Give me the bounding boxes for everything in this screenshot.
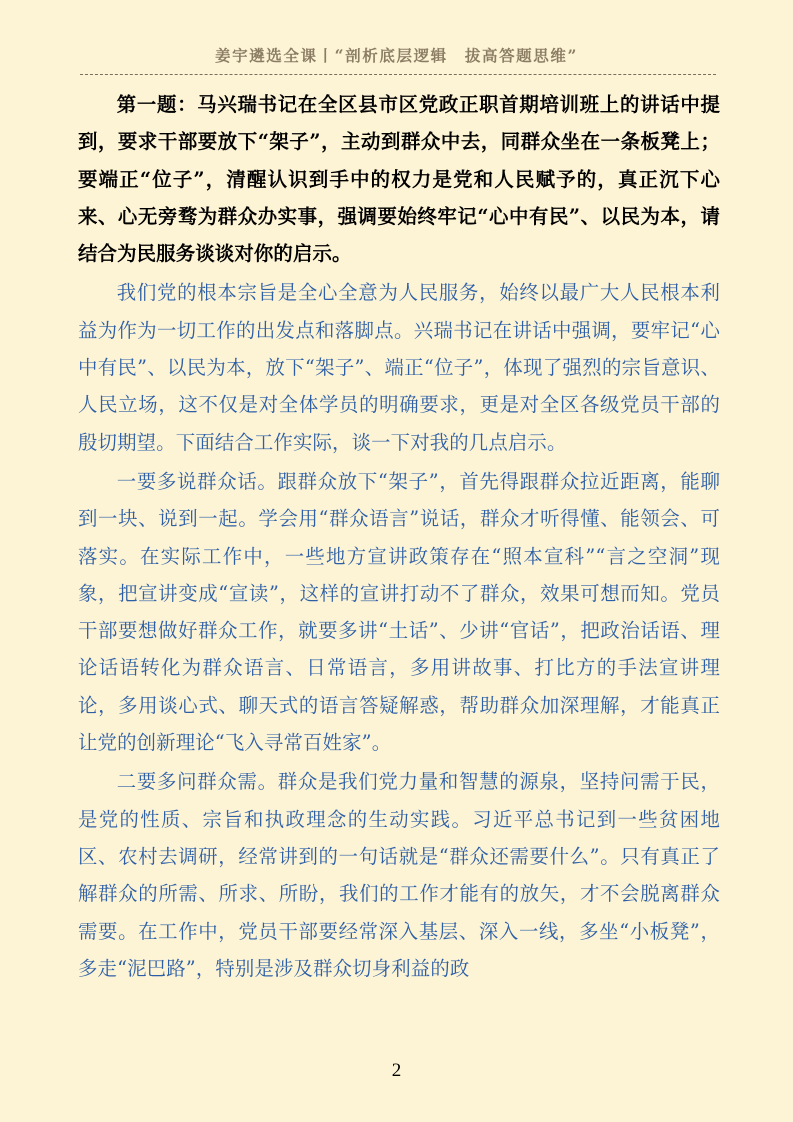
- question-paragraph: 第一题：马兴瑞书记在全区县市区党政正职首期培训班上的讲话中提到，要求干部要放下“架子”，主动到群众中去，同群众坐在一条板凳上；要端正“位子”，清醒认识到手中的权力是党和人民赋予的，真正沉下心来、心无旁骛为群众办实事，强调要始终牢记“心中有民”、以民为本，请结合为民服务谈谈对你的启示。: [78, 93, 720, 266]
- document-body: [78, 86, 720, 989]
- page-header: 姜宇遴选全课丨“剖析底层逻辑 拔高答题思维”: [214, 46, 579, 65]
- header-divider: [80, 74, 716, 75]
- page-number: 2: [391, 1060, 402, 1081]
- answer-paragraph-point-1: 一要多说群众话。跟群众放下“架子”，首先得跟群众拉近距离，能聊到一块、说到一起。学会用“群众语言”说话，群众才听得懂、能领会、可落实。在实际工作中，一些地方宣讲政策存在“照本宣科”“言之空洞”现象，把宣讲变成“宣读”，这样的宣讲打动不了群众，效果可想而知。党员干部要想做好群众工作，就要多讲“土话”、少讲“官话”，把政治话语、理论话语转化为群众语言、日常语言，多用讲故事、打比方的手法宣讲理论，多用谈心式、聊天式的语言答疑解惑，帮助群众加深理解，才能真正让党的创新理论“飞入寻常百姓家”。: [78, 469, 720, 755]
- answer-paragraph-point-2: 二要多问群众需。群众是我们党力量和智慧的源泉，坚持问需于民，是党的性质、宗旨和执政理念的生动实践。习近平总书记到一些贫困地区、农村去调研，经常讲到的一句话就是“群众还需要什么”。只有真正了解群众的所需、所求、所盼，我们的工作才能有的放矢，才不会脱离群众需要。在工作中，党员干部要经常深入基层、深入一线，多坐“小板凳”，多走“泥巴路”，特别是涉及群众切身利益的政: [78, 770, 720, 980]
- answer-paragraph-intro: 我们党的根本宗旨是全心全意为人民服务，始终以最广大人民根本利益为作为一切工作的出发点和落脚点。兴瑞书记在讲话中强调，要牢记“心中有民”、以民为本，放下“架子”、端正“位子”，体现了强烈的宗旨意识、人民立场，这不仅是对全体学员的明确要求，更是对全区各级党员干部的殷切期望。下面结合工作实际，谈一下对我的几点启示。: [78, 281, 720, 454]
